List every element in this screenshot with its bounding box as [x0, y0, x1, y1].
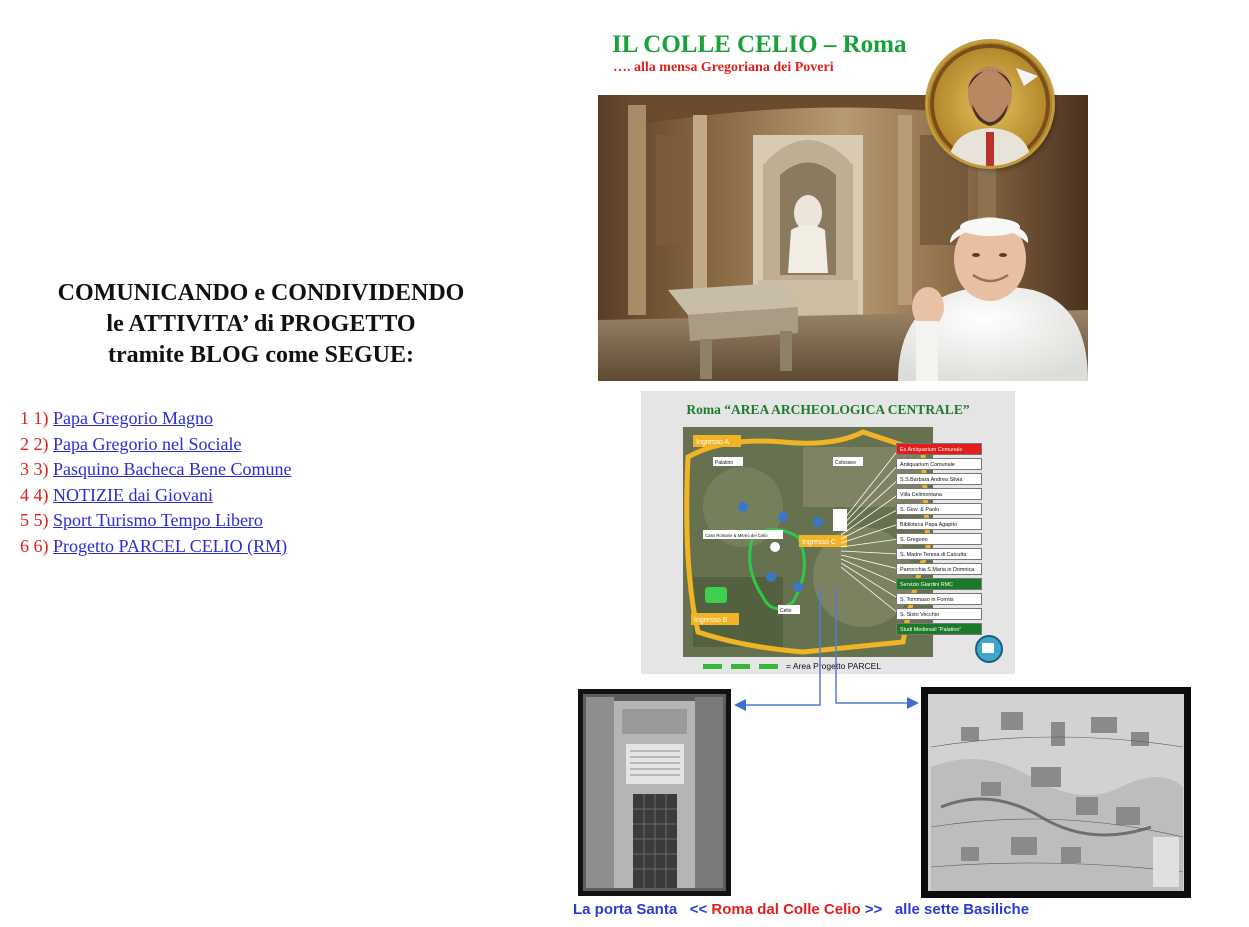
intro-line-3: tramite BLOG come SEGUE: — [108, 342, 414, 368]
caption-close: >> — [864, 901, 883, 918]
legend-item: S.S.Barbara Andrea Silvia — [896, 473, 982, 485]
rome-engraving-photo — [921, 687, 1191, 898]
link-progetto-parcel[interactable]: Progetto PARCEL CELIO (RM) — [53, 535, 288, 556]
palatino-label: Palatino — [715, 460, 734, 466]
map-title: Roma “AREA ARCHEOLOGICA CENTRALE” — [686, 402, 970, 417]
blog-link-list — [20, 406, 440, 560]
caption-porta-santa: La porta Santa — [573, 901, 678, 918]
legend-item: Servizio Giardini RMC — [896, 578, 982, 590]
caption-basiliche: alle sette Basiliche — [894, 901, 1030, 918]
ingresso-a-label: Ingresso A — [696, 439, 730, 446]
item-number: 4 4) — [20, 484, 49, 505]
caption-roma: Roma dal Colle Celio — [711, 901, 861, 918]
intro-heading — [12, 278, 510, 371]
legend-item: S. Madre Teresa di Calcutta — [896, 548, 982, 560]
legend-item: Studi Medievali “Palatino” — [896, 623, 982, 635]
saint-gregory-medallion — [928, 42, 1052, 166]
item-number: 3 3) — [20, 459, 49, 480]
caption-open: << — [689, 901, 708, 918]
legend-item: Villa Celimontana — [896, 488, 982, 500]
legend-item: S. Giov. & Paolo — [896, 503, 982, 515]
legend-dash — [731, 664, 750, 669]
porta-santa-photo — [578, 689, 731, 896]
list-item — [20, 483, 440, 509]
link-pasquino-bacheca[interactable]: Pasquino Bacheca Bene Comune — [53, 459, 292, 480]
list-item — [20, 432, 440, 458]
legend-item: Parrocchia S.Maria in Domnica — [896, 563, 982, 575]
list-item — [20, 534, 440, 560]
bottom-caption — [573, 901, 1029, 918]
ingresso-c-label: Ingresso C — [802, 539, 836, 546]
legend-item: S. Gregorio — [896, 533, 982, 545]
list-item — [20, 508, 440, 534]
item-number: 5 5) — [20, 510, 49, 531]
legend-connectors — [841, 443, 901, 623]
link-sport-turismo[interactable]: Sport Turismo Tempo Libero — [53, 510, 263, 531]
link-papa-gregorio-sociale[interactable]: Papa Gregorio nel Sociale — [53, 433, 242, 454]
item-number: 6 6) — [20, 535, 49, 556]
bus-icon — [705, 587, 727, 603]
colosseo-label: Colosseo — [835, 460, 856, 466]
celio-label: Celio — [780, 608, 792, 614]
link-notizie-giovani[interactable]: NOTIZIE dai Giovani — [53, 484, 213, 505]
page-title: IL COLLE CELIO – Roma — [612, 31, 907, 58]
legend-item: Ex Antiquarium Comunale — [896, 443, 982, 455]
legend-item: Antiquarium Comunale — [896, 458, 982, 470]
legend-item: S. Tommaso in Formis — [896, 593, 982, 605]
legend-item: Biblioteca Papa Agapito — [896, 518, 982, 530]
intro-line-2: le ATTIVITA’ di PROGETTO — [106, 311, 416, 337]
page-subtitle: …. alla mensa Gregoriana dei Poveri — [613, 60, 834, 75]
list-item — [20, 406, 440, 432]
archaeological-map-panel — [641, 391, 1015, 674]
list-item — [20, 457, 440, 483]
item-number: 2 2) — [20, 433, 49, 454]
medallion-illustration — [928, 42, 1052, 166]
porta-santa-illustration — [578, 689, 731, 896]
link-papa-gregorio-magno[interactable]: Papa Gregorio Magno — [53, 408, 213, 428]
legend-item: S. Sisto Vecchio — [896, 608, 982, 620]
intro-line-1: COMUNICANDO e CONDIVIDENDO — [57, 280, 465, 306]
legend-dash — [759, 664, 778, 669]
ingresso-b-label: Ingresso B — [694, 617, 728, 624]
area-parcel-label: = Area Progetto PARCEL — [786, 661, 882, 671]
item-number: 1 1) — [20, 408, 49, 428]
case-romane-label: Case Romane & Mitreo del Celio — [705, 533, 768, 538]
logo-icon — [971, 634, 1011, 664]
legend-dash — [703, 664, 722, 669]
engraving-illustration — [921, 687, 1191, 898]
